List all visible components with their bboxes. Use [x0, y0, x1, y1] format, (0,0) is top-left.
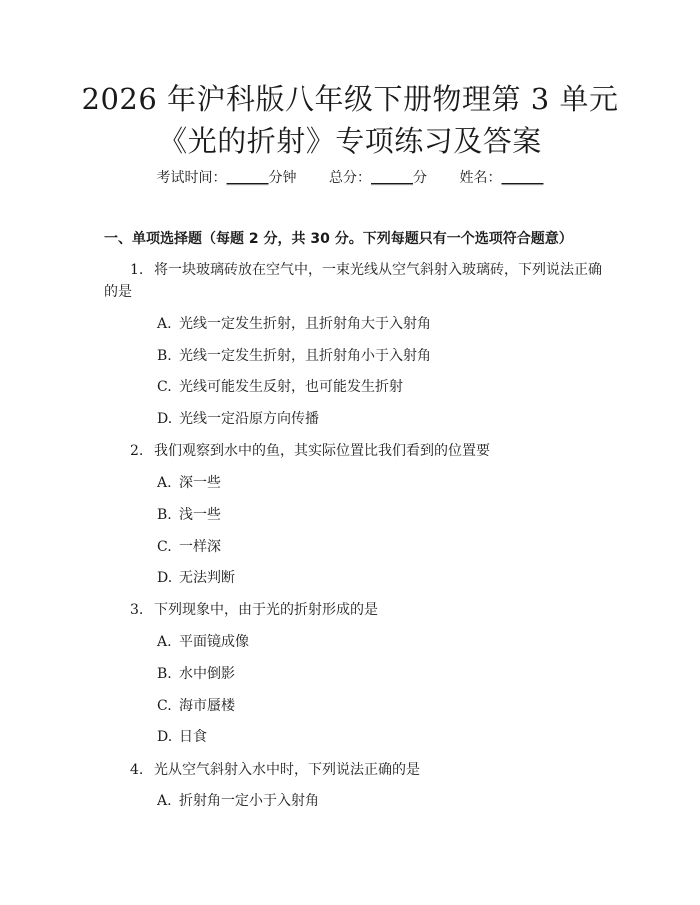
option-text: 水中倒影	[179, 666, 235, 682]
score-unit: 分	[413, 170, 427, 186]
question-text: 将一块玻璃砖放在空气中，一束光线从空气斜射入玻璃砖，下列说法正确的是	[104, 262, 602, 300]
option-letter: C.	[157, 698, 172, 714]
option-2d	[157, 568, 235, 588]
option-letter: B.	[157, 348, 172, 364]
page-title: 2026 年沪科版八年级下册物理第 3 单元《光的折射》专项练习及答案	[81, 82, 619, 158]
question-text: 光从空气斜射入水中时，下列说法正确的是	[154, 762, 420, 778]
option-text: 日食	[179, 729, 207, 745]
question-number: 2.	[130, 443, 144, 459]
option-letter: D.	[157, 570, 173, 586]
question-1	[104, 259, 602, 303]
option-letter: A.	[157, 316, 172, 332]
option-3c	[157, 696, 235, 716]
option-text: 光线可能发生反射，也可能发生折射	[179, 379, 403, 395]
exam-time	[157, 170, 297, 186]
time-unit: 分钟	[268, 170, 297, 186]
section-heading: 一、单项选择题（每题 2 分，共 30 分。下列每题只有一个选项符合题意）	[104, 231, 573, 247]
option-text: 浅一些	[179, 507, 221, 523]
total-score	[329, 170, 427, 186]
option-4a	[157, 791, 319, 811]
option-letter: A.	[157, 793, 172, 809]
option-letter: C.	[157, 539, 172, 555]
question-4	[104, 759, 602, 781]
option-letter: B.	[157, 666, 172, 682]
score-label: 总分：	[329, 170, 371, 186]
option-2c	[157, 537, 221, 557]
option-text: 光线一定沿原方向传播	[179, 411, 319, 427]
option-text: 折射角一定小于入射角	[179, 793, 319, 809]
option-1d	[157, 409, 319, 429]
question-2	[104, 440, 602, 462]
option-2b	[157, 505, 221, 525]
option-1a	[157, 314, 431, 334]
question-text: 我们观察到水中的鱼，其实际位置比我们看到的位置要	[154, 443, 490, 459]
student-name	[459, 170, 543, 186]
option-3a	[157, 632, 249, 652]
question-number: 1.	[130, 262, 144, 278]
option-1b	[157, 346, 431, 366]
option-text: 无法判断	[179, 570, 235, 586]
option-text: 深一些	[179, 475, 221, 491]
question-3	[104, 599, 602, 621]
score-blank: ______	[371, 170, 413, 186]
time-blank: ______	[226, 170, 269, 186]
option-1c	[157, 377, 403, 397]
question-text: 下列现象中，由于光的折射形成的是	[154, 602, 378, 618]
option-text: 平面镜成像	[179, 634, 249, 650]
option-letter: A.	[157, 475, 172, 491]
option-letter: C.	[157, 379, 172, 395]
name-label: 姓名：	[459, 170, 502, 186]
time-label: 考试时间：	[156, 170, 227, 186]
question-number: 4.	[130, 762, 144, 778]
option-text: 一样深	[179, 539, 221, 555]
option-letter: D.	[157, 729, 173, 745]
option-text: 光线一定发生折射，且折射角大于入射角	[179, 316, 431, 332]
exam-meta	[0, 168, 700, 188]
option-3b	[157, 664, 235, 684]
name-blank: ______	[501, 170, 544, 186]
option-letter: A.	[157, 634, 172, 650]
option-2a	[157, 473, 221, 493]
option-3d	[157, 727, 207, 747]
question-number: 3.	[130, 602, 144, 618]
option-letter: B.	[157, 507, 172, 523]
option-text: 光线一定发生折射，且折射角小于入射角	[179, 348, 431, 364]
option-text: 海市蜃楼	[179, 698, 235, 714]
option-letter: D.	[157, 411, 173, 427]
